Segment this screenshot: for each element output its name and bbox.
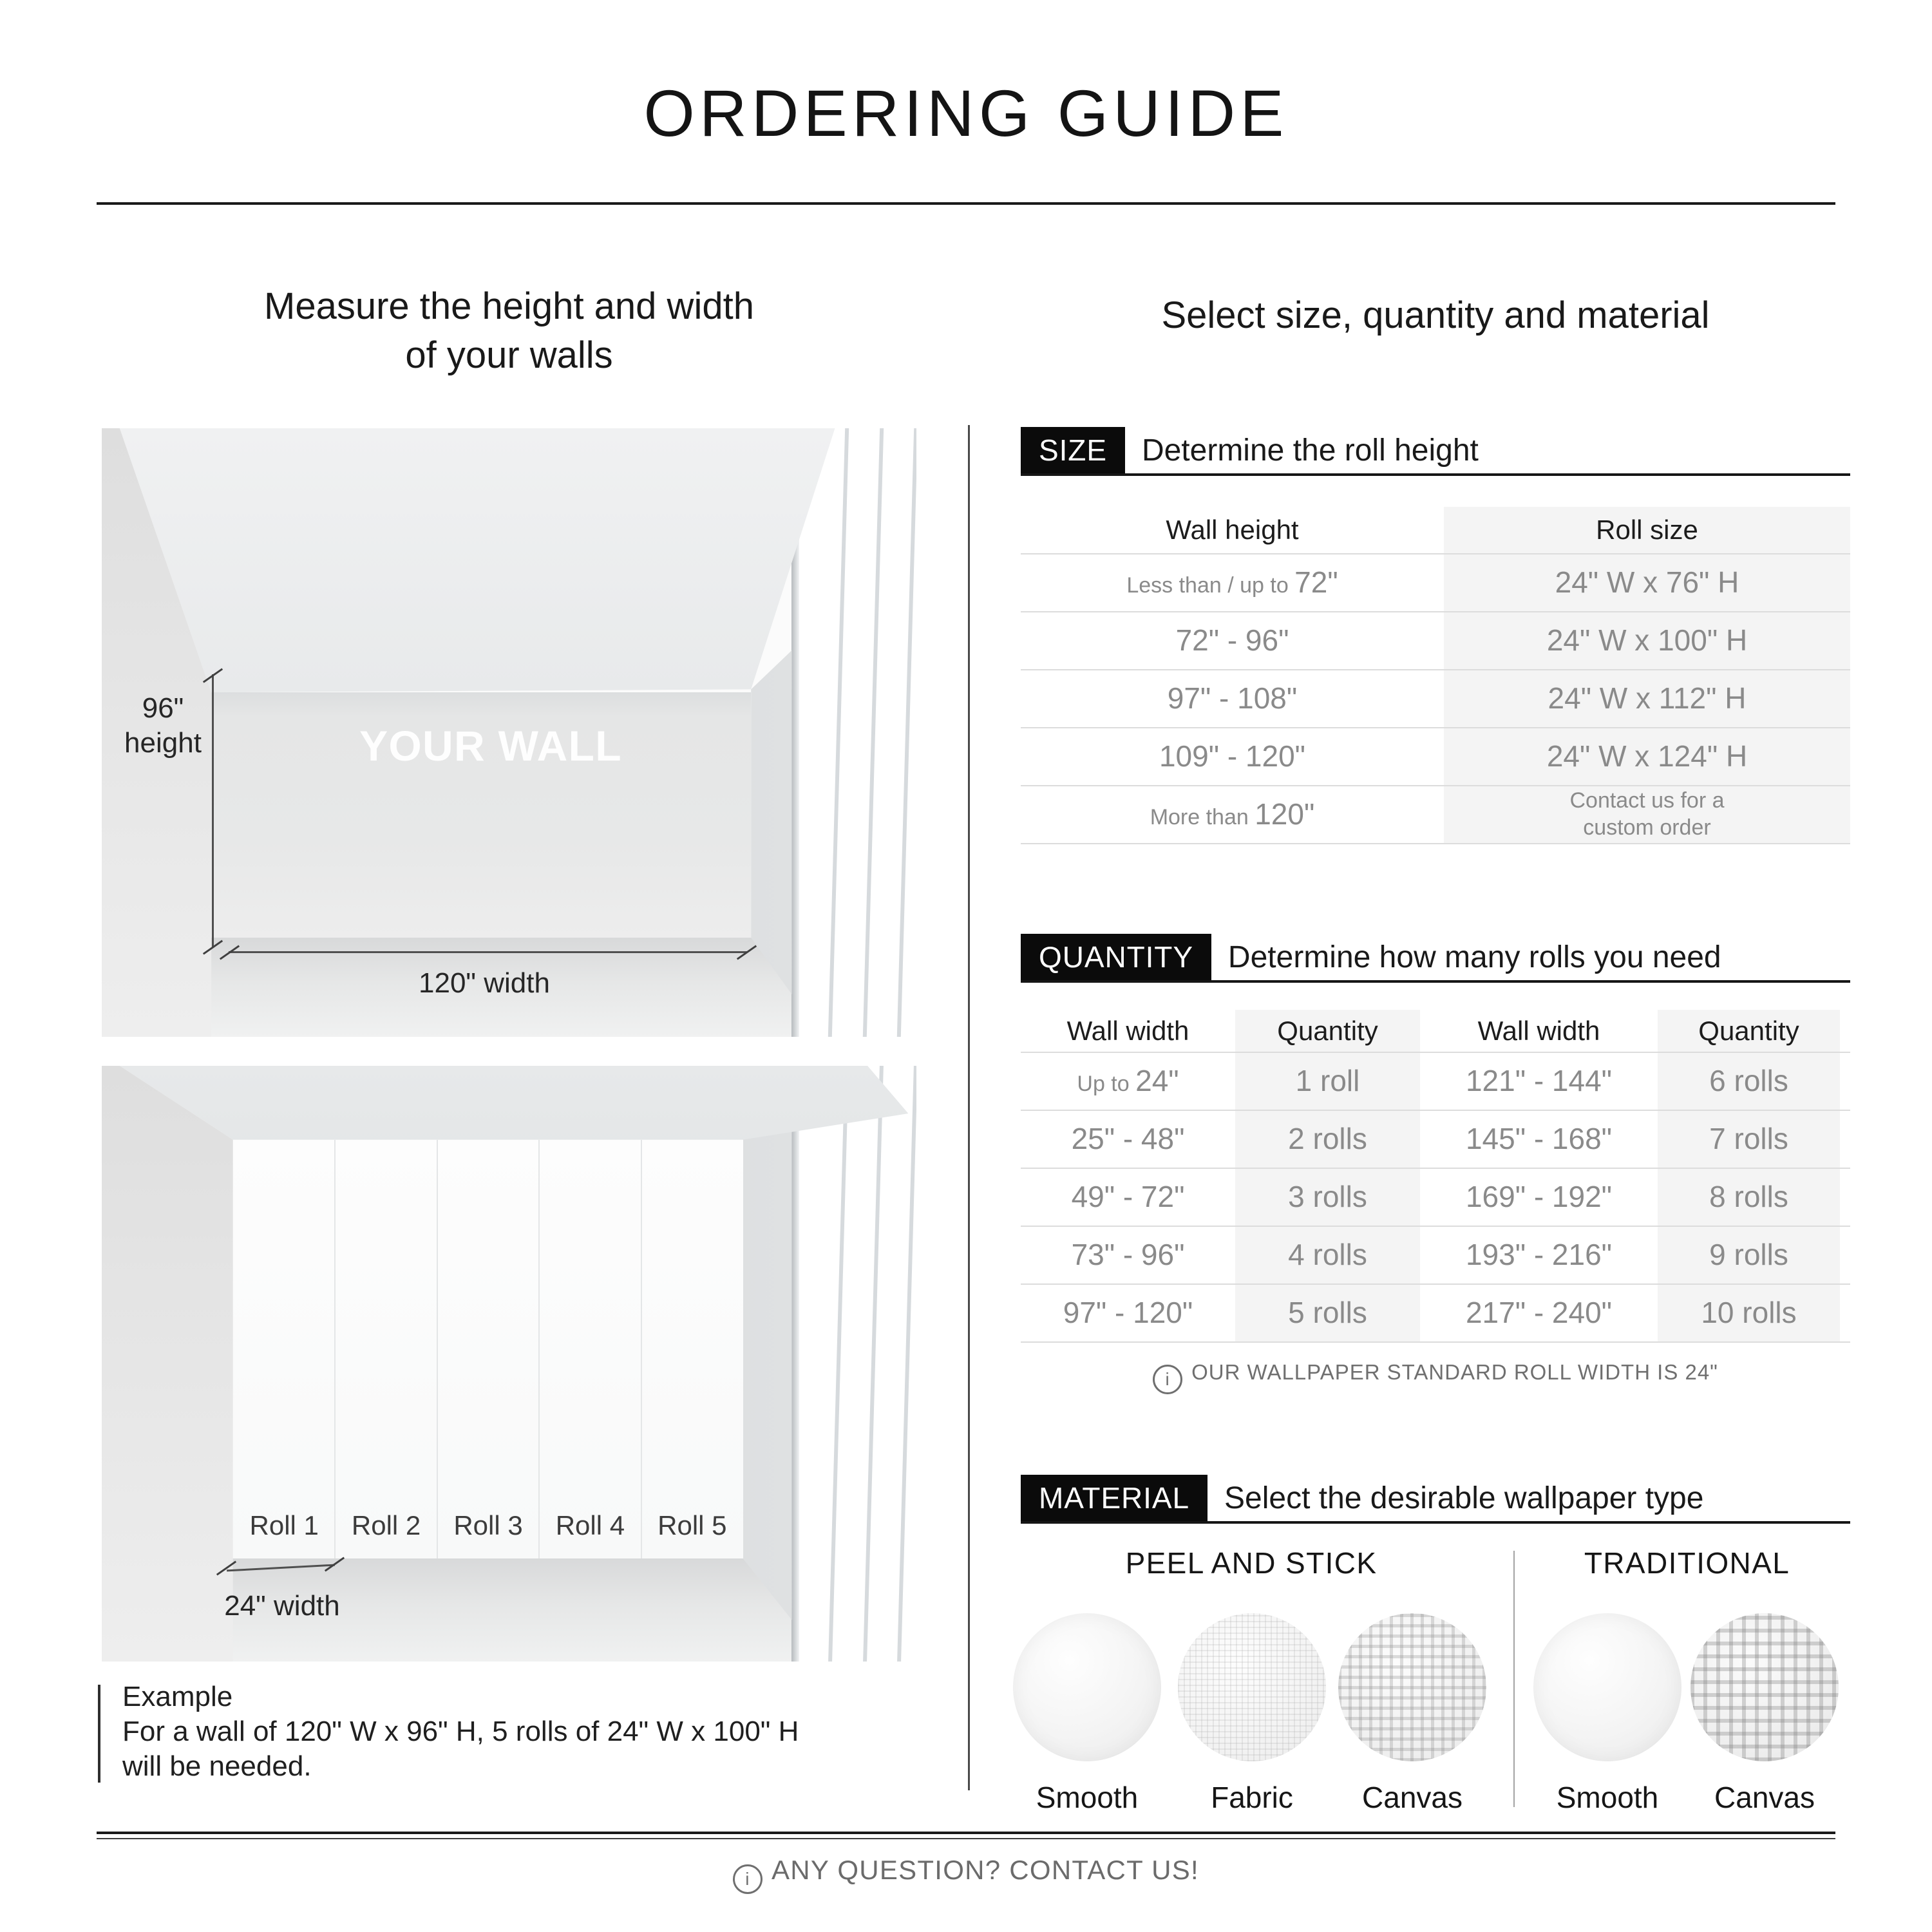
roll-panel [336,1140,438,1558]
wall-height-value: 97" - 108" [1167,681,1298,715]
size-table-row [1021,669,1850,727]
example-line3: will be needed. [122,1750,312,1782]
example-line1: Example [122,1681,233,1712]
traditional-group-title: TRADITIONAL [1584,1546,1790,1580]
quantity-badge: QUANTITY [1021,934,1211,980]
material-section-header [1021,1475,1850,1524]
wall-width-cell: 169" - 192" [1465,1180,1613,1213]
footer-contact [0,1855,1932,1894]
wall-width-cell: 217" - 240" [1465,1296,1613,1329]
quantity-table-header [1021,1010,1850,1052]
wall-width-value: 24" [1135,1064,1179,1097]
size-col-wall-height: Wall height [1166,515,1299,545]
height-label-value: 96" [142,692,184,724]
wallpaper-roll-panels [233,1140,743,1558]
quantity-table [1021,1010,1850,1343]
wall-width-cell: 97" - 120" [1063,1296,1193,1329]
wall-width-cell: 49" - 72" [1071,1180,1185,1213]
window-mullion [896,1066,916,1662]
table-bottom-border [1021,1341,1850,1343]
roll-label: Roll 2 [351,1510,421,1540]
room2-window [791,1066,916,1662]
swatch-label: Fabric [1211,1781,1293,1814]
wall-width-cell: 193" - 216" [1465,1238,1613,1271]
left-column-heading [102,282,916,380]
roll-label: Roll 3 [453,1510,523,1540]
wall-width-cell: 73" - 96" [1071,1238,1185,1271]
quantity-cell: 8 rolls [1709,1180,1788,1213]
wall-height-value: 72" [1294,565,1338,599]
roll-panel [642,1140,743,1558]
quantity-cell: 9 rolls [1709,1238,1788,1271]
size-table-row [1021,611,1850,669]
window-mullion [828,1066,849,1662]
swatch-label: Smooth [1556,1781,1659,1814]
quantity-section-header [1021,934,1850,983]
quantity-cell: 10 rolls [1701,1296,1797,1329]
quantity-table-row [1021,1110,1850,1168]
material-badge: MATERIAL [1021,1475,1208,1521]
roll-panel [540,1140,642,1558]
page-title: ORDERING GUIDE [643,77,1289,150]
roll-size-cell: 24" W x 100" H [1546,623,1748,657]
swatch-traditional-canvas [1690,1613,1839,1761]
window-frame [791,1066,799,1662]
swatch-label: Canvas [1714,1781,1815,1814]
size-section-header [1021,427,1850,476]
size-table [1021,507,1850,843]
info-icon: i [1153,1365,1182,1394]
wall-height-value: 120" [1255,797,1315,831]
height-label [108,691,218,761]
quantity-cell: 2 rolls [1288,1122,1367,1155]
your-wall-label: YOUR WALL [359,722,622,770]
roll-label: Roll 4 [555,1510,625,1540]
swatch-peel-canvas [1338,1613,1486,1761]
material-group-divider [1513,1551,1515,1807]
footer-contact-text: ANY QUESTION? CONTACT US! [772,1855,1199,1885]
wall-width-cell: 121" - 144" [1465,1064,1613,1097]
roll-panel [233,1140,336,1558]
roll-width-label: 24" width [224,1590,340,1622]
size-col-roll-size: Roll size [1596,515,1698,545]
material-section-title: Select the desirable wallpaper type [1224,1481,1704,1515]
wall-width-cell: 25" - 48" [1071,1122,1185,1155]
example-accent-bar [98,1685,100,1783]
roll-size-cell: 24" W x 112" H [1548,681,1747,715]
swatch-peel-smooth [1013,1613,1161,1761]
swatch-label: Canvas [1362,1781,1463,1814]
quantity-cell: 6 rolls [1709,1064,1788,1097]
wall-height-value: 109" - 120" [1159,739,1306,773]
roll-labels [233,1510,743,1541]
size-badge: SIZE [1021,427,1125,473]
roll-label: Roll 5 [658,1510,727,1540]
right-column-heading: Select size, quantity and material [1161,294,1710,336]
left-heading-line2: of your walls [405,334,613,376]
wall-height-value: 72" - 96" [1175,623,1289,657]
quantity-cell: 5 rolls [1288,1296,1367,1329]
roll-size-cell: Contact us for a custom order [1569,788,1725,840]
room-illustration-measure [102,428,916,1037]
quantity-table-row [1021,1283,1850,1341]
quantity-cell: 4 rolls [1288,1238,1367,1271]
window-mullion [828,428,849,1037]
quantity-cell: 7 rolls [1709,1122,1788,1155]
table-bottom-border [1021,843,1850,844]
title-divider [97,202,1835,205]
wall-width-cell: Up to [1077,1072,1136,1096]
footer-divider [97,1832,1835,1839]
qty-header-quantity-2: Quantity [1698,1015,1799,1046]
peel-and-stick-group-title: PEEL AND STICK [1125,1546,1378,1580]
qty-header-wall-width-1: Wall width [1066,1015,1189,1046]
wall-width-cell: 145" - 168" [1465,1122,1613,1155]
height-label-word: height [124,727,202,759]
width-label: 120" width [419,967,550,999]
roll-width-note-text: OUR WALLPAPER STANDARD ROLL WIDTH IS 24" [1191,1360,1718,1384]
roll-panel [438,1140,540,1558]
roll-width-note [1021,1360,1850,1394]
roll-label: Roll 1 [249,1510,319,1540]
example-line2: For a wall of 120" W x 96" H, 5 rolls of 24" W x 100" H [122,1716,799,1747]
quantity-cell: 3 rolls [1288,1180,1367,1213]
example-text [122,1680,895,1784]
width-measure-line [229,951,747,953]
wall-height-cell: Less than / up to [1126,573,1295,598]
roll-size-cell: 24" W x 76" H [1555,565,1739,599]
size-table-row [1021,785,1850,843]
swatch-traditional-smooth [1533,1613,1681,1761]
swatch-label: Smooth [1036,1781,1139,1814]
window-mullion [862,428,884,1037]
size-table-row [1021,727,1850,785]
quantity-table-row [1021,1226,1850,1283]
quantity-table-row [1021,1052,1850,1110]
window-mullion [863,1066,884,1662]
swatch-peel-fabric [1178,1613,1326,1761]
quantity-cell: 1 roll [1295,1064,1360,1097]
room-illustration-rolls [102,1066,916,1662]
wall-height-cell: More than [1150,805,1255,829]
window-mullion [896,428,916,1037]
qty-header-wall-width-2: Wall width [1477,1015,1600,1046]
size-section-title: Determine the roll height [1141,433,1479,468]
column-divider [968,425,970,1790]
quantity-section-title: Determine how many rolls you need [1227,940,1721,974]
info-icon: i [733,1864,762,1894]
quantity-table-row [1021,1168,1850,1226]
room1-window [791,428,916,1037]
qty-header-quantity-1: Quantity [1277,1015,1378,1046]
size-table-header [1021,507,1850,553]
roll-size-cell: 24" W x 124" H [1546,739,1748,773]
size-table-row [1021,553,1850,611]
left-heading-line1: Measure the height and width [264,285,754,327]
